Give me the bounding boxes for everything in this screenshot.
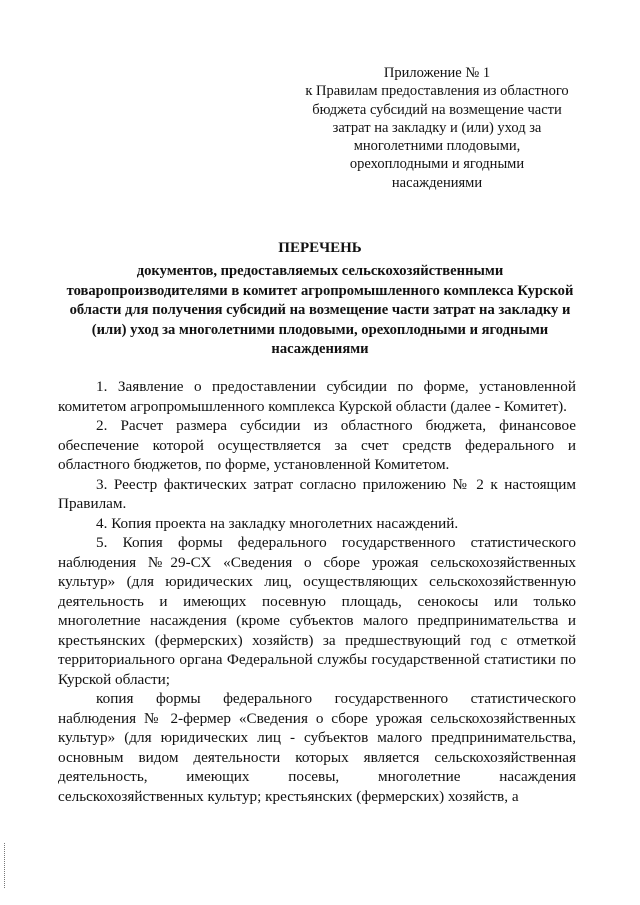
document-subtitle: документов, предоставляемых сельскохозяйственными товаропроизводителями в комитет агропромышленного комплекса Курской области для получения субсидий на возмещение части затрат на закладку и (или) уход за многолетними плодовыми, орехоплодными и ягодными насаждениями <box>66 263 574 358</box>
annex-line: затрат на закладку и (или) уход за <box>332 119 542 136</box>
annex-line: насаждениями <box>391 174 483 191</box>
paragraph-4: 4. Копия проекта на закладку многолетних насаждений. <box>96 514 459 532</box>
scan-edge-mark <box>4 843 7 888</box>
annex-line: Приложение № 1 <box>383 65 491 81</box>
annex-line: бюджета субсидий на возмещение части <box>312 101 562 118</box>
annex-line: орехоплодными и ягодными <box>349 156 525 173</box>
paragraph-2: 2. Расчет размера субсидии из областного бюджета, финансовое обеспечение которой осуществляется за счет средств федерального и областного бюджетов, по форме, установленной Комитетом. <box>58 417 576 473</box>
paragraph-5: 5. Копия формы федерального государственного статистического наблюдения №29-СХ «Сведения о сборе урожая сельскохозяйственных культур» (для юридических лиц, осуществляющих сельскохозяйственную деятельность и имеющих посевную площадь, сенокосы или только многолетние насаждения (кроме субъектов малого предпринимательства и крестьянских (фермерских) хозяйств) за предшествующий год с отметкой территориального органа Федеральной службы государственной статистики по Курской области; <box>58 534 576 688</box>
document-body <box>58 377 576 806</box>
paragraph-6: копия формы федерального государственного статистического наблюдения № 2-фермер «Сведения о сборе урожая сельскохозяйственных культур» (для юридических лиц - субъектов малого предпринимательства, основным видом деятельности которых является сельскохозяйственная деятельность, имеющих посевы, многолетние насаждения сельскохозяйственных культур; крестьянских (фермерских) хозяйств, а <box>58 690 576 805</box>
document-title: ПЕРЕЧЕНЬ <box>278 240 362 256</box>
paragraph-3: 3. Реестр фактических затрат согласно приложению № 2 к настоящим Правилам. <box>58 475 576 512</box>
paragraph-1: 1. Заявление о предоставлении субсидии по форме, установленной комитетом агропромышленного комплекса Курской области (далее - Комитет). <box>58 378 576 415</box>
annex-header <box>282 64 592 192</box>
annex-line: многолетними плодовыми, <box>353 138 521 155</box>
annex-line: к Правилам предоставления из областного <box>305 83 569 100</box>
